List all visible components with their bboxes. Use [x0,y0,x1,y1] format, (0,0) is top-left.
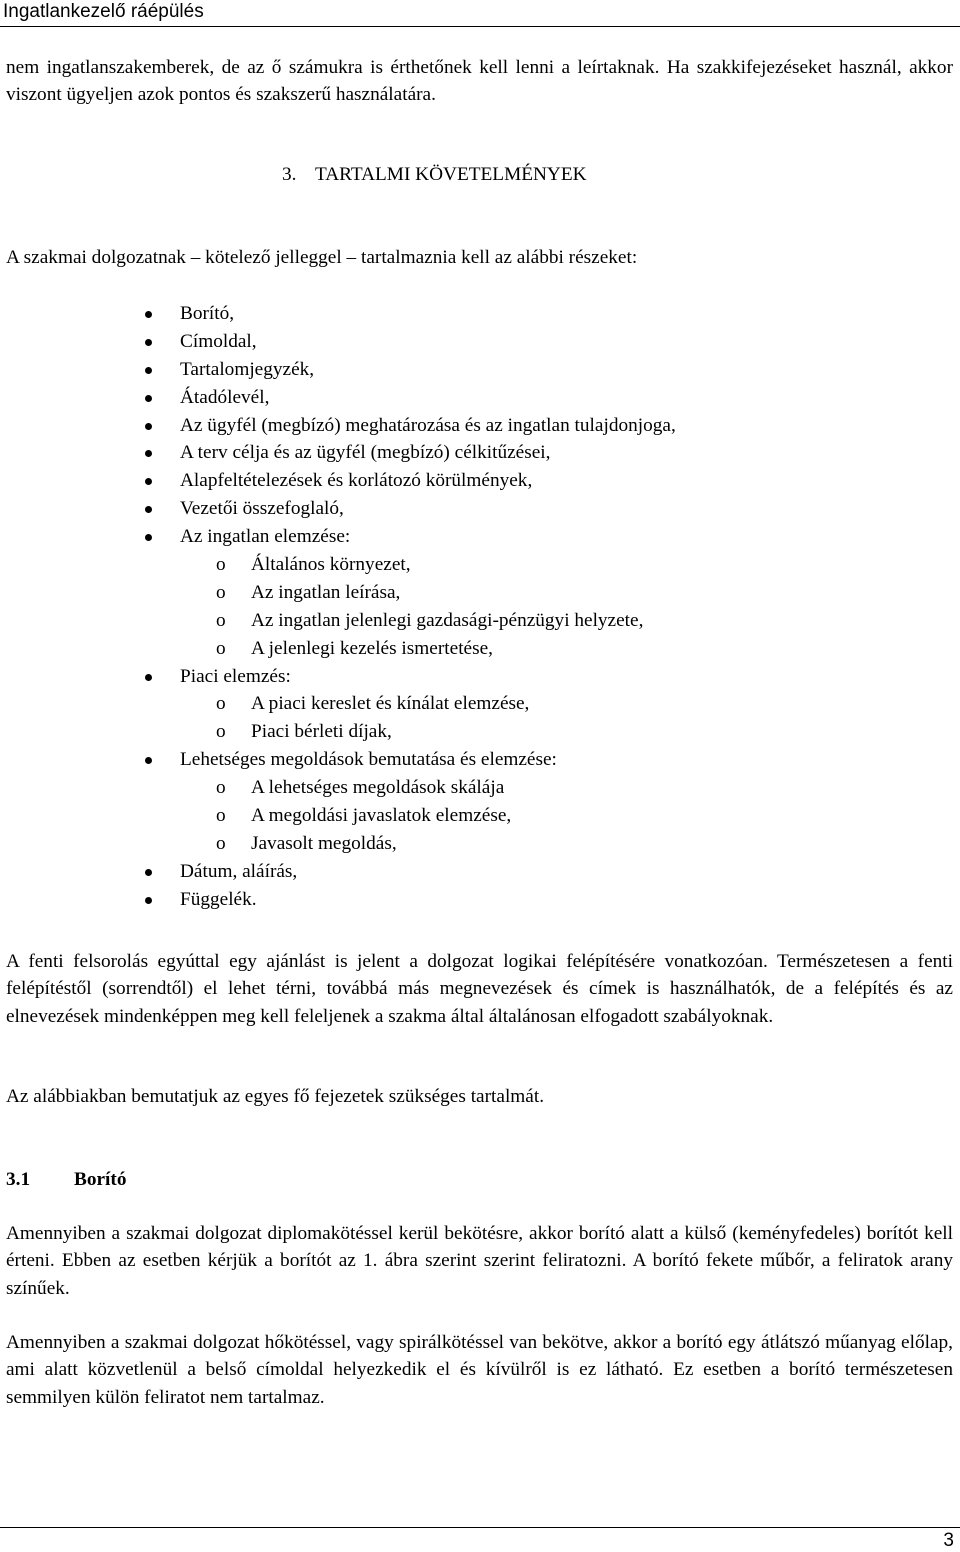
hollow-bullet-icon: o [216,693,226,715]
subsection-number: 3.1 [6,1169,31,1190]
sub-list-item-label: Piaci bérleti díjak, [251,721,392,743]
list-item [0,439,960,467]
sub-list-item-label: A jelenlegi kezelés ismertetése, [251,637,493,659]
bullet-icon [145,339,152,346]
hollow-bullet-icon: o [216,777,226,799]
list-item-label: Lehetséges megoldások bemutatása és elemzése: [180,749,557,771]
hollow-bullet-icon: o [216,805,226,827]
lead-paragraph: A szakmai dolgozatnak – kötelező jelleggel – tartalmaznia kell az alábbi részeket: [6,247,638,268]
bullet-icon [145,757,152,764]
list-item-label: Az ügyfél (megbízó) meghatározása és az ingatlan tulajdonjoga, [180,414,676,436]
sub-list-item-label: Általános környezet, [251,554,411,576]
sub-list-item [0,607,960,635]
subsection-heading [6,1166,126,1193]
bullet-icon [145,506,152,513]
sub-list-item [0,774,960,802]
sub-list-item [0,690,960,718]
list-item-label: Borító, [180,303,235,324]
sub-list-item [0,830,960,858]
hollow-bullet-icon: o [216,832,226,854]
list-item [0,663,960,691]
list-item-label: Tartalomjegyzék, [180,358,315,380]
sub-list-item [0,802,960,830]
sub-list-item [0,579,960,607]
sub-list-item-label: A piaci kereslet és kínálat elemzése, [251,693,530,715]
list-item-label: Átadólevél, [180,386,270,408]
bullet-icon [145,897,152,904]
sub-list-item-label: Javasolt megoldás, [251,832,397,854]
chapters-intro-paragraph: Az alábbiakban bemutatjuk az egyes fő fejezetek szükséges tartalmát. [6,1086,545,1107]
bullet-icon [145,534,152,541]
list-item [0,384,960,412]
list-item-label: Vezetői összefoglaló, [180,498,344,520]
sub-list-item [0,551,960,579]
intro-paragraph: nem ingatlanszakemberek, de az ő számukra is érthetőnek kell lenni a leírtaknak. Ha szakkifejezéseket használ, akkor viszont ügyeljen azok pontos és szakszerű használatára. [6,57,953,106]
bullet-icon [145,674,152,681]
hollow-bullet-icon: o [216,609,226,631]
list-item-label: Alapfeltételezések és korlátozó körülmények, [180,470,533,492]
running-header: Ingatlankezelő ráépülés [3,1,204,22]
list-item [0,467,960,495]
sub-list-item-label: Az ingatlan jelenlegi gazdasági-pénzügyi helyzete, [251,609,644,631]
hollow-bullet-icon: o [216,721,226,743]
section-title: TARTALMI KÖVETELMÉNYEK [315,164,587,185]
requirements-list [0,300,960,914]
list-item [0,328,960,356]
sub-list-item [0,718,960,746]
header-divider [0,26,960,27]
list-item [0,495,960,523]
hollow-bullet-icon: o [216,554,226,576]
list-item-label: Címoldal, [180,330,257,352]
list-item [0,746,960,774]
sub-list-item-label: A megoldási javaslatok elemzése, [251,805,512,827]
hollow-bullet-icon: o [216,581,226,603]
bullet-icon [145,395,152,402]
page-number: 3 [943,1530,954,1551]
list-item-label: Függelék. [180,888,257,910]
section-number: 3. [282,164,297,185]
bullet-icon [145,423,152,430]
hollow-bullet-icon: o [216,637,226,659]
list-item [0,356,960,384]
subsection-title: Borító [74,1169,127,1190]
bullet-icon [145,450,152,457]
bullet-icon [145,367,152,374]
list-item [0,523,960,551]
list-item-label: Dátum, aláírás, [180,860,298,882]
list-item-label: A terv célja és az ügyfél (megbízó) célkitűzései, [180,442,551,464]
bullet-icon [145,311,152,318]
section-heading [282,161,587,188]
footer-divider [0,1527,960,1528]
list-item-label: Piaci elemzés: [180,665,291,687]
sub-list-item-label: A lehetséges megoldások skálája [251,777,505,799]
cover-paragraph-spiral: Amennyiben a szakmai dolgozat hőkötéssel, vagy spirálkötéssel van bekötve, akkor a borító egy átlátszó műanyag előlap, ami alatt közvetlenül a belső címoldal helyezkedik el és kívülről is ez látható. Ez esetben a borító természetesen semmilyen külön feliratot nem tartalmaz. [6,1332,953,1408]
cover-paragraph-hardcover: Amennyiben a szakmai dolgozat diplomakötéssel kerül bekötésre, akkor borító alatt a külső (keményfedeles) borítót kell érteni. Ebben az esetben kérjük a borítót az 1. ábra szerint szerint feliratozni. A borító fekete műbőr, a feliratok arany színűek. [6,1223,953,1299]
list-item [0,300,960,328]
list-item [0,886,960,914]
list-recommendation-paragraph: A fenti felsorolás egyúttal egy ajánlást is jelent a dolgozat logikai felépítésére vonatkozóan. Természetesen a fenti felépítéstől (sorrendtől) el lehet térni, továbbá más megnevezések és címek is használhatók, de a felépítés és az elnevezések mindenképpen meg kell feleljenek a szakma által általánosan elfogadott szabályoknak. [6,951,953,1027]
sub-list-item-label: Az ingatlan leírása, [251,581,401,603]
list-item [0,858,960,886]
bullet-icon [145,478,152,485]
sub-list-item [0,635,960,663]
list-item [0,412,960,440]
bullet-icon [145,869,152,876]
list-item-label: Az ingatlan elemzése: [180,526,351,548]
